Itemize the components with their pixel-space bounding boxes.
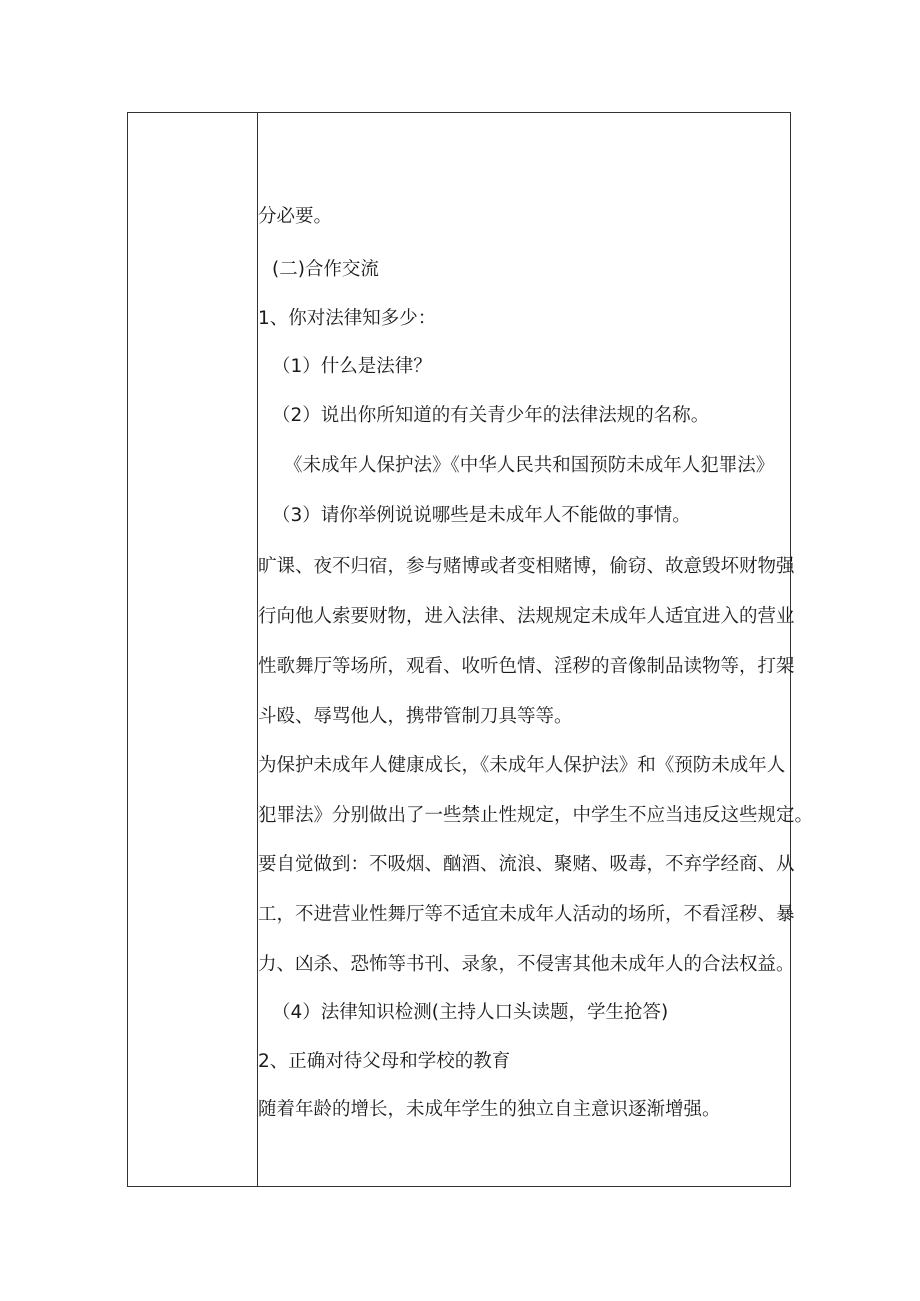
- question-item: （1）什么是法律？: [272, 356, 432, 377]
- law-titles: 《未成年人保护法》《中华人民共和国预防未成年人犯罪法》: [284, 455, 775, 476]
- paragraph-line: 旷课、夜不归宿，参与赌博或者变相赌博，偷窃、故意毁坏财物强: [258, 556, 795, 577]
- question-item: （4）法律知识检测(主持人口头读题，学生抢答): [272, 1002, 669, 1023]
- paragraph-line: 行向他人索要财物，进入法律、法规规定未成年人适宜进入的营业: [258, 606, 795, 627]
- paragraph-line: 分必要。: [258, 206, 333, 227]
- question-heading: 2、正确对待父母和学校的教育: [258, 1051, 511, 1072]
- paragraph-line: 斗殴、辱骂他人，携带管制刀具等等。: [258, 706, 573, 727]
- lesson-plan-table: [127, 112, 814, 1187]
- question-item: （3）请你举例说说哪些是未成年人不能做的事情。: [272, 505, 691, 526]
- section-heading: (二)合作交流: [272, 259, 379, 280]
- question-heading: 1、你对法律知多少：: [258, 308, 437, 329]
- paragraph-line: 犯罪法》分别做出了一些禁止性规定，中学生不应当违反这些规定。: [258, 805, 814, 826]
- content-cell: [258, 113, 814, 1186]
- paragraph-line: 性歌舞厅等场所，观看、收听色情、淫秽的音像制品读物等，打架: [258, 656, 795, 677]
- paragraph-line: 力、凶杀、恐怖等书刊、录象，不侵害其他未成年人的合法权益。: [258, 954, 795, 975]
- question-item: （2）说出你所知道的有关青少年的法律法规的名称。: [272, 405, 710, 426]
- paragraph-line: 随着年龄的增长，未成年学生的独立自主意识逐渐增强。: [258, 1099, 721, 1120]
- paragraph-line: 要自觉做到：不吸烟、酗酒、流浪、聚赌、吸毒，不弃学经商、从: [258, 854, 795, 875]
- paragraph-line: 工，不进营业性舞厅等不适宜未成年人活动的场所，不看淫秽、暴: [258, 904, 795, 925]
- paragraph-line: 为保护未成年人健康成长，《未成年人保护法》和《预防未成年人: [258, 755, 786, 776]
